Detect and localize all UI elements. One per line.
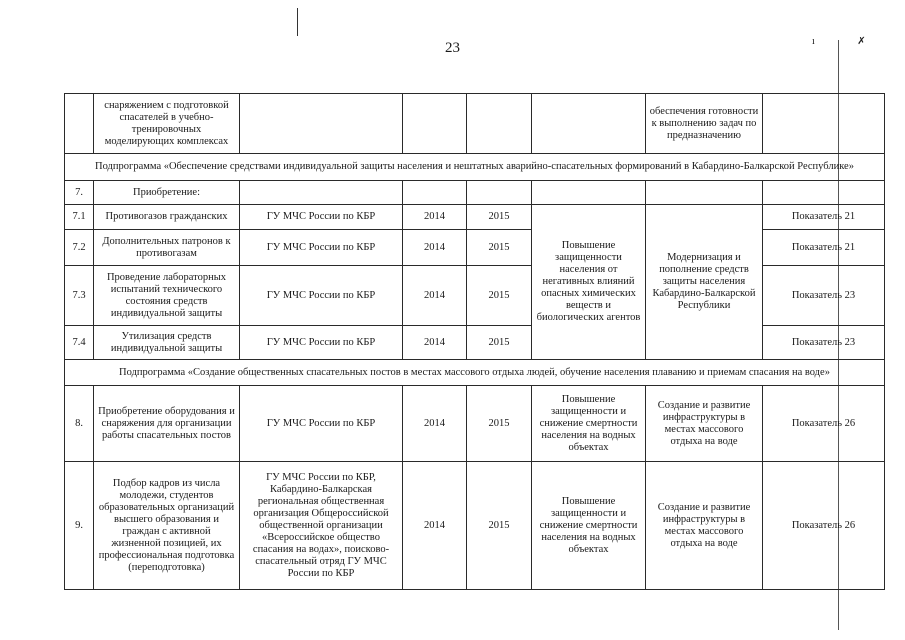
cell-start: 2014 [403, 230, 467, 266]
subprogram-title: Подпрограмма «Создание общественных спасательных постов в местах массового отдыха людей, обучение населения плаванию и приемам спасания на воде» [65, 360, 885, 386]
cell-effect: Повышение защищенности и снижение смертности населения на водных объектах [532, 462, 646, 590]
cell-effect [532, 181, 646, 205]
cell-indicator: Показатель 23 [763, 266, 885, 326]
cell-effect-group: Повышение защищенности населения от негативных влияний опасных химических веществ и биологических агентов [532, 205, 646, 360]
cell-start: 2014 [403, 326, 467, 360]
subprogram-row-2 [65, 360, 885, 386]
cell-start: 2014 [403, 462, 467, 590]
cell-start [403, 94, 467, 154]
table-row-9 [65, 462, 885, 590]
corner-marks: ı ✗ [812, 36, 886, 47]
cell-purpose: Создание и развитие инфраструктуры в местах массового отдыха на воде [646, 386, 763, 462]
table-row-7 [65, 181, 885, 205]
cell-indicator: Показатель 21 [763, 230, 885, 266]
cell-num: 7.2 [65, 230, 94, 266]
cell-executor: ГУ МЧС России по КБР, Кабардино-Балкарская региональная общественная организация Общероссийской общественной организации «Всероссийское общество спасания на водах», поисково-спасательный отряд ГУ МЧС России по КБР [240, 462, 403, 590]
cell-action: Подбор кадров из числа молодежи, студентов образовательных организаций высшего образования и граждан с активной жизненной позицией, их профессиональная подготовка (переподготовка) [94, 462, 240, 590]
cell-num: 7. [65, 181, 94, 205]
cell-indicator: Показатель 21 [763, 205, 885, 230]
cell-indicator [763, 181, 885, 205]
cell-action: снаряжением с подготовкой спасателей в учебно-тренировочных моделирующих комплексах [94, 94, 240, 154]
cell-indicator: Показатель 26 [763, 462, 885, 590]
cell-end: 2015 [467, 266, 532, 326]
cell-num: 7.1 [65, 205, 94, 230]
cell-start [403, 181, 467, 205]
cell-action: Приобретение: [94, 181, 240, 205]
cell-num [65, 94, 94, 154]
cell-end: 2015 [467, 386, 532, 462]
cell-executor: ГУ МЧС России по КБР [240, 326, 403, 360]
cell-executor: ГУ МЧС России по КБР [240, 230, 403, 266]
cell-start: 2014 [403, 266, 467, 326]
cell-end: 2015 [467, 462, 532, 590]
cell-action: Утилизация средств индивидуальной защиты [94, 326, 240, 360]
cell-end: 2015 [467, 205, 532, 230]
scan-margin-line-top [297, 8, 298, 36]
cell-end: 2015 [467, 326, 532, 360]
cell-end [467, 94, 532, 154]
cell-indicator: Показатель 26 [763, 386, 885, 462]
cell-effect: Повышение защищенности и снижение смертности населения на водных объектах [532, 386, 646, 462]
cell-indicator: Показатель 23 [763, 326, 885, 360]
cell-num: 7.4 [65, 326, 94, 360]
subprogram-title: Подпрограмма «Обеспечение средствами индивидуальной защиты населения и нештатных аварийно-спасательных формирований в Кабардино-Балкарской Республике» [65, 154, 885, 181]
cell-executor [240, 181, 403, 205]
cell-num: 7.3 [65, 266, 94, 326]
cell-num: 9. [65, 462, 94, 590]
cell-start: 2014 [403, 386, 467, 462]
cell-purpose: обеспечения готовности к выполнению задач по предназначению [646, 94, 763, 154]
table-row-continuation [65, 94, 885, 154]
cell-end: 2015 [467, 230, 532, 266]
table-row-8 [65, 386, 885, 462]
cell-executor: ГУ МЧС России по КБР [240, 205, 403, 230]
subprogram-row-1 [65, 154, 885, 181]
cell-end [467, 181, 532, 205]
cell-action: Противогазов гражданских [94, 205, 240, 230]
cell-purpose-group: Модернизация и пополнение средств защиты населения Кабардино-Балкарской Республики [646, 205, 763, 360]
cell-action: Проведение лабораторных испытаний технического состояния средств индивидуальной защиты [94, 266, 240, 326]
page-number: 23 [445, 40, 460, 56]
cell-action: Приобретение оборудования и снаряжения для организации работы спасательных постов [94, 386, 240, 462]
program-table [64, 93, 885, 590]
cell-purpose: Создание и развитие инфраструктуры в местах массового отдыха на воде [646, 462, 763, 590]
table-row-7-1 [65, 205, 885, 230]
cell-start: 2014 [403, 205, 467, 230]
cell-indicator [763, 94, 885, 154]
cell-action: Дополнительных патронов к противогазам [94, 230, 240, 266]
cell-effect [532, 94, 646, 154]
cell-executor: ГУ МЧС России по КБР [240, 266, 403, 326]
cell-purpose [646, 181, 763, 205]
cell-executor: ГУ МЧС России по КБР [240, 386, 403, 462]
cell-executor [240, 94, 403, 154]
cell-num: 8. [65, 386, 94, 462]
